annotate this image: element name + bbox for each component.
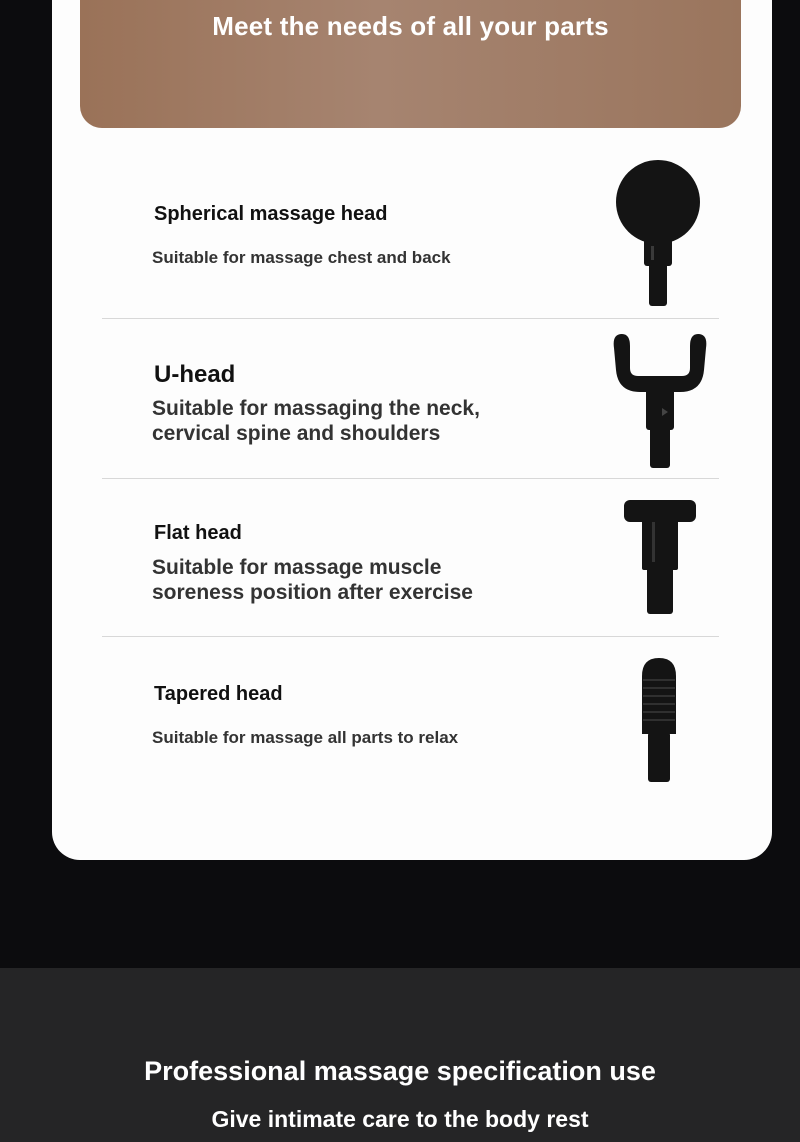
flat-head-icon: [620, 498, 700, 618]
tapered-head-icon: [634, 656, 684, 784]
u-head-icon: [610, 328, 710, 470]
head-desc-spherical: Suitable for massage chest and back: [152, 248, 451, 267]
head-title-u: U-head: [154, 361, 236, 388]
head-title-spherical: Spherical massage head: [154, 203, 388, 225]
head-title-flat: Flat head: [154, 522, 242, 544]
head-desc-u: Suitable for massaging the neck, cervical spine and shoulders: [152, 397, 480, 445]
spherical-head-icon: [610, 158, 706, 308]
banner: [80, 0, 741, 128]
head-desc-flat: Suitable for massage muscle soreness position after exercise: [152, 556, 473, 604]
head-title-tapered: Tapered head: [154, 683, 283, 705]
footer-section: [0, 968, 800, 1142]
footer-subtitle: Give intimate care to the body rest: [211, 1106, 589, 1132]
divider: [102, 318, 719, 319]
footer-title: Professional massage specification use: [144, 1056, 656, 1086]
divider: [102, 636, 719, 637]
banner-title: Meet the needs of all your parts: [212, 11, 609, 41]
divider: [102, 478, 719, 479]
head-desc-tapered: Suitable for massage all parts to relax: [152, 728, 459, 747]
